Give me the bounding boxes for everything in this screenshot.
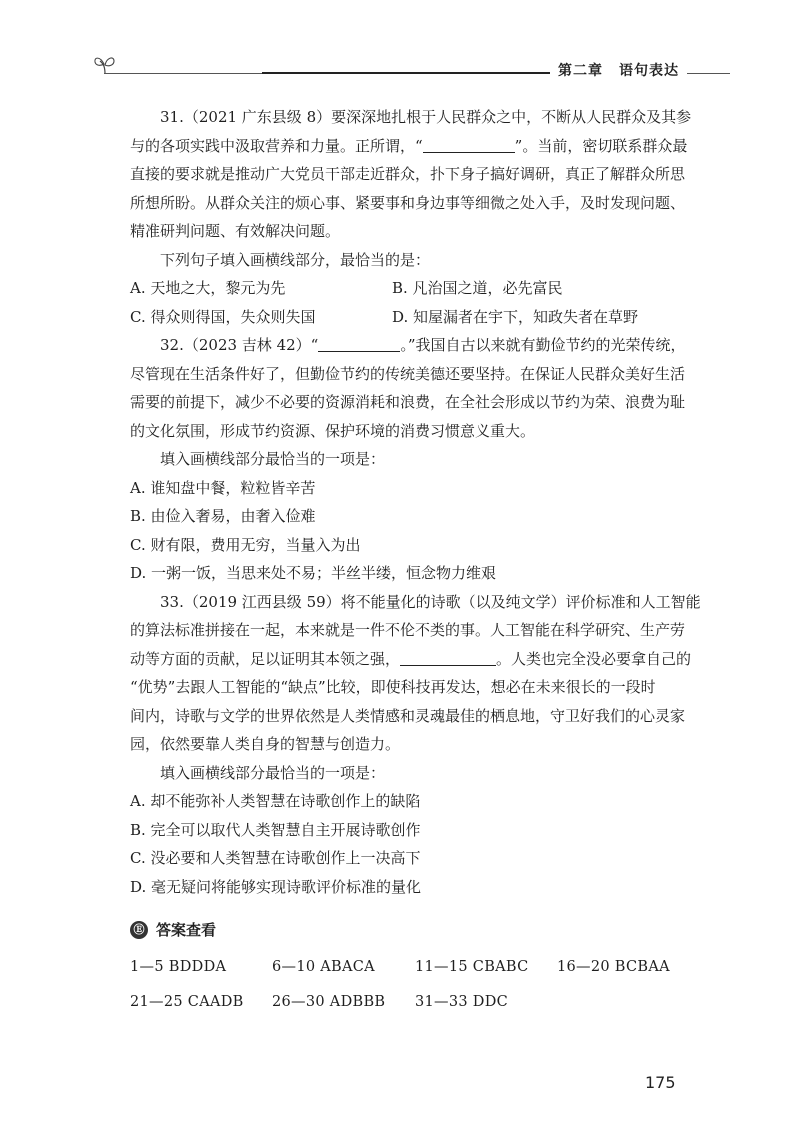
text-line [130,645,700,674]
sprout-icon [92,52,120,80]
answer-group: 1—5 BDDDA [130,959,227,975]
main-content [130,103,700,1016]
answer-heading [130,915,700,945]
text-line: 需要的前提下，减少不必要的资源消耗和浪费，在全社会形成以节约为荣、浪费为耻 [130,393,686,411]
page-number: 175 [645,1073,676,1092]
fill-blank [400,649,496,666]
answer-group: 16—20 BCBAA [557,959,670,975]
answer-group: 21—25 CAADB [130,993,244,1010]
text-line: 要深深地扎根于人民群众之中，不断从人民群众及其参 [331,108,692,126]
text-line: “优势”去跟人工智能的“缺点”比较，即使科技再发达，想必在未来很长的一段时 [130,678,656,696]
question-source: （2021 广东县级 8） [183,108,332,126]
answer-title: 答案查看 [156,920,217,939]
question-prompt: 填入画横线部分最恰当的一项是： [160,450,386,468]
answer-group: 26—30 ADBBB [272,993,386,1010]
option-b: B. 由俭入奢易，由奢入俭难 [130,507,316,525]
text-line: 直接的要求就是推动广大党员干部走近群众，扑下身子搞好调研，真正了解群众所思 [130,165,686,183]
question-number: 33. [160,592,184,611]
option-a: A. 天地之大，黎元为先 [130,279,286,297]
fill-blank [318,335,400,352]
option-a: A. 却不能弥补人类智慧在诗歌创作上的缺陷 [130,792,421,810]
option-d: D. 知屋漏者在宇下，知政失者在草野 [392,307,639,326]
text-line: 精准研判问题、有效解决问题。 [130,222,341,240]
text-line: 所想所盼。从群众关注的烦心事、紧要事和身边事等细微之处入手，及时发现问题、 [130,193,686,212]
text-segment: ”。当前，密切联系群众最 [514,136,688,155]
text-segment: 。人类也完全没必要拿自己的 [496,649,692,668]
option-d: D. 毫无疑问将能够实现诗歌评价标准的量化 [130,877,422,896]
question-33 [130,588,700,902]
option-b: B. 完全可以取代人类智慧自主开展诗歌创作 [130,820,421,839]
section-label: 语句表达 [619,63,679,79]
options-row [130,274,700,303]
option-c: C. 没必要和人类智慧在诗歌创作上一决高下 [130,849,421,867]
question-32 [130,331,700,588]
answer-section [130,915,700,1016]
answer-icon: Ⓔ [130,921,148,939]
option-c: C. 财有限，费用无穷，当量入为出 [130,535,361,554]
answer-group: 6—10 ABACA [272,959,375,975]
option-b: B. 凡治国之道，必先富民 [392,279,563,297]
option-c: C. 得众则得国，失众则失国 [130,307,316,326]
option-d: D. 一粥一饭，当思来处不易；半丝半缕，恒念物力维艰 [130,564,497,582]
answer-group: 11—15 CBABC [415,959,529,975]
text-segment: 将不能量化的诗歌（以及纯文学）评价标准和人工智能 [340,592,701,611]
chapter-title [550,60,687,80]
text-line: 的文化氛围，形成节约资源、保护环境的消费习惯意义重大。 [130,421,536,440]
text-segment: 。”我国自古以来就有勤俭节约的光荣传统， [400,336,686,354]
answer-group: 31—33 DDC [415,993,509,1010]
question-text [130,103,700,132]
question-text [130,588,700,617]
question-source: （2023 吉林 42） [183,336,311,354]
text-segment: “ [310,336,319,354]
question-number: 31. [160,108,184,126]
question-number: 32. [160,336,184,354]
text-segment: 动等方面的贡献，足以证明其本领之强， [130,649,401,668]
text-line: 尽管现在生活条件好了，但勤俭节约的传统美德还要坚持。在保证人民群众美好生活 [130,364,686,383]
text-segment: 与的各项实践中汲取营养和力量。正所谓，“ [130,136,423,155]
text-line [130,132,700,161]
question-source: （2019 江西县级 59） [183,592,341,611]
text-line: 的算法标准拼接在一起，本来就是一件不伦不类的事。人工智能在科学研究、生产劳 [130,621,686,639]
option-a: A. 谁知盘中餐，粒粒皆辛苦 [130,478,316,497]
page-header [92,52,730,84]
fill-blank [423,136,515,153]
chapter-label: 第二章 [558,63,603,79]
header-rule-bold [262,72,550,74]
question-prompt: 下列句子填入画横线部分，最恰当的是： [160,250,431,269]
question-prompt: 填入画横线部分最恰当的一项是： [160,763,386,782]
text-line: 园，依然要靠人类自身的智慧与创造力。 [130,735,401,753]
question-text [130,331,700,360]
text-line: 间内，诗歌与文学的世界依然是人类情感和灵魂最佳的栖息地，守卫好我们的心灵家 [130,706,686,725]
answer-grid [130,953,700,1016]
question-31 [130,103,700,331]
options-row [130,303,700,332]
